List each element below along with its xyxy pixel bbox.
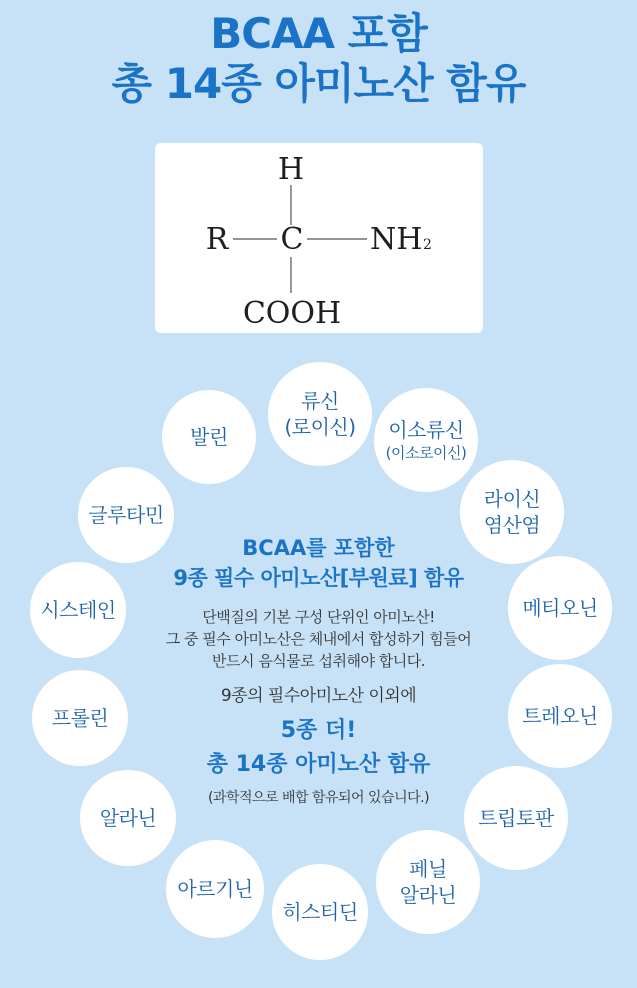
amino-acid-bubble-valine [162,390,256,484]
amino-acid-bubble-proline [32,670,128,766]
structure-formula [155,143,483,333]
atom-c: C [280,222,304,257]
amino-acid-bubble-isoleucine [374,388,478,492]
center-more-text: 5종 더! [280,718,357,743]
amino-acid-name: 프롤린 [51,706,109,730]
amino-acid-name: 발린 [190,425,228,449]
amino-acid-name: 페닐 [409,857,447,881]
center-description-line1: 단백질의 기본 구성 단위인 아미노산! [202,608,435,626]
amino-acid-bubble-histidine [272,864,368,960]
amino-acid-name: 트립토판 [478,806,554,830]
atom-h: H [277,152,305,187]
center-description-line2: 그 중 필수 아미노산은 체내에서 합성하기 힘들어 [165,630,472,648]
center-heading-line1: BCAA를 포함한 [242,536,395,560]
amino-acid-name: 류신 [301,389,339,413]
amino-acid-bubble-phenylalanine [376,830,480,934]
amino-acid-name: 시스테인 [40,598,116,622]
center-total-text: 총 14종 아미노산 함유 [206,752,431,777]
center-extra-line: 9종의 필수아미노산 이외에 [220,686,417,706]
amino-acid-bubble-tryptophan [464,766,568,870]
center-heading-line2: 9종 필수 아미노산[부원료] 함유 [173,566,464,590]
amino-acid-name-alt: 알라닌 [399,883,457,907]
amino-acid-name: 트레오닌 [522,704,598,728]
page-title-line1: BCAA 포함 [210,9,427,58]
amino-acid-name-alt: 염산염 [483,513,541,537]
amino-acid-name: 이소류신 [388,418,464,442]
amino-acid-bubble-arginine [166,840,264,938]
amino-acid-name: 알라닌 [99,806,157,830]
amino-acid-name: 라이신 [483,487,541,511]
amino-acid-bubble-threonine [508,664,612,768]
amino-acid-structure-diagram [155,143,483,333]
center-description-line3: 반드시 음식물로 섭취해야 합니다. [212,652,425,670]
amino-acid-bubble-methionine [508,556,612,660]
amino-acid-bubble-cysteine [30,562,126,658]
atom-nh: NH [370,222,423,257]
amino-acid-bubble-alanine [80,770,176,866]
amino-acid-name-alt: (로이신) [284,415,356,439]
atom-r: R [205,222,229,257]
amino-acid-name: 메티오닌 [522,596,598,620]
center-note: (과학적으로 배합 함유되어 있습니다.) [207,790,430,806]
atom-cooh: COOH [242,296,342,331]
page-title-line2: 총 14종 아미노산 함유 [111,59,526,108]
amino-acid-name: 히스티딘 [282,900,358,924]
amino-acid-name-alt: (이소로이신) [385,444,467,462]
atom-nh-subscript: 2 [423,237,432,253]
amino-acid-name: 글루타민 [88,503,164,527]
amino-acid-name: 아르기닌 [177,877,253,901]
amino-acid-bubble-leucine [268,362,372,466]
